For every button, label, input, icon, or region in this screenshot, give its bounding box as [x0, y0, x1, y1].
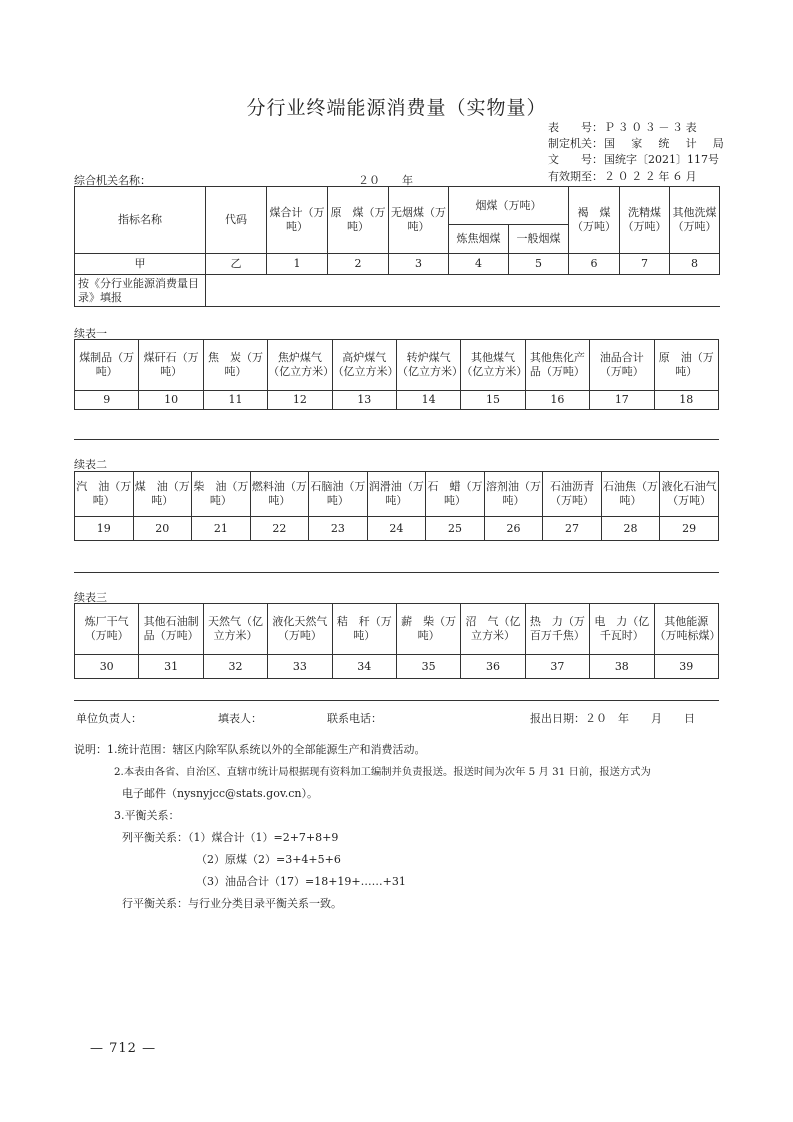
code-cell: 30	[75, 655, 139, 679]
cont3-label: 续表三	[74, 591, 107, 604]
column-header: 高炉煤气（亿立方米）	[332, 340, 396, 391]
column-header: 原 油（万吨）	[654, 340, 718, 391]
cont1-label: 续表一	[74, 327, 107, 340]
header-indicator: 指标名称	[75, 187, 206, 254]
code-cell: 14	[396, 391, 460, 410]
note-2-cont: 电子邮件（nysnyjcc@stats.gov.cn）。	[122, 787, 318, 800]
main-table	[74, 186, 720, 307]
code-cell: 39	[654, 655, 718, 679]
meta-value: Ｐ３０３－３表	[604, 121, 700, 134]
note-1: 说明：1.统计范围：辖区内除军队系统以外的全部能源生产和消费活动。	[74, 743, 426, 756]
code-cell: 28	[601, 517, 660, 541]
unit-head-label: 单位负责人：	[76, 712, 142, 725]
column-header: 煤矸石（万吨）	[139, 340, 203, 391]
column-header: 焦 炭（万吨）	[203, 340, 267, 391]
report-date-label: 报出日期：２０ 年 月 日	[530, 712, 695, 725]
page-title: 分行业终端能源消费量（实物量）	[246, 97, 547, 119]
meta-valid-until	[548, 170, 699, 184]
column-header: 电 力（亿千瓦时）	[590, 604, 654, 655]
code-cell: 17	[590, 391, 654, 410]
column-header: 柴 油（万吨）	[192, 472, 251, 517]
column-header: 其他石油制品（万吨）	[139, 604, 203, 655]
code-cell: 7	[620, 254, 670, 275]
note-2: 2.本表由各省、自治区、直辖市统计局根据现有资料加工编制并负责报送。报送时间为次年 5 月 31 日前，报送方式为	[114, 766, 651, 778]
code-cell: 15	[461, 391, 525, 410]
column-header: 油品合计（万吨）	[590, 340, 654, 391]
phone-label: 联系电话：	[327, 712, 382, 725]
fill-note-cell: 按《分行业能源消费量目录》填报	[75, 275, 206, 307]
code-cell: 20	[133, 517, 192, 541]
page-number: — 712 —	[90, 1041, 157, 1056]
code-cell: 3	[389, 254, 449, 275]
column-header: 汽 油（万吨）	[75, 472, 134, 517]
cont1-table	[74, 339, 719, 410]
year-label: ２０ 年	[358, 174, 413, 187]
code-cell: 乙	[206, 254, 267, 275]
code-cell: 27	[543, 517, 602, 541]
header-coking-coal: 炼焦烟煤	[449, 225, 509, 254]
cont2-table	[74, 471, 719, 541]
cont2-label: 续表二	[74, 458, 107, 471]
column-header: 润滑油（万吨）	[367, 472, 426, 517]
code-cell: 21	[192, 517, 251, 541]
code-cell: 8	[670, 254, 720, 275]
column-header: 石脑油（万吨）	[309, 472, 368, 517]
code-cell: 29	[660, 517, 719, 541]
code-cell: 13	[332, 391, 396, 410]
column-header: 石油焦（万吨）	[601, 472, 660, 517]
code-cell: 11	[203, 391, 267, 410]
column-header: 薪 柴（万吨）	[396, 604, 460, 655]
column-header: 天然气（亿立方米）	[203, 604, 267, 655]
meta-value: 国 家 统 计 局	[604, 137, 727, 150]
header-lignite: 褐 煤（万吨）	[569, 187, 620, 254]
divider-line	[74, 439, 719, 440]
column-header: 石 蜡（万吨）	[426, 472, 485, 517]
header-raw-coal: 原 煤（万吨）	[328, 187, 389, 254]
column-header: 燃料油（万吨）	[250, 472, 309, 517]
code-cell: 23	[309, 517, 368, 541]
header-anthracite: 无烟煤（万吨）	[389, 187, 449, 254]
code-cell: 36	[461, 655, 525, 679]
column-header: 热 力（万百万千焦）	[525, 604, 589, 655]
header-other-washed: 其他洗煤（万吨）	[670, 187, 720, 254]
note-3: 3.平衡关系：	[114, 809, 180, 822]
header-washed-coal: 洗精煤（万吨）	[620, 187, 670, 254]
code-cell: 35	[396, 655, 460, 679]
code-cell: 6	[569, 254, 620, 275]
divider-line	[74, 572, 719, 573]
meta-value: ２０２２年６月	[604, 170, 700, 183]
code-cell: 5	[509, 254, 569, 275]
header-code: 代码	[206, 187, 267, 254]
header-bituminous: 烟煤（万吨）	[449, 187, 569, 225]
code-cell: 4	[449, 254, 509, 275]
meta-label: 表 号：	[548, 121, 603, 134]
code-cell: 10	[139, 391, 203, 410]
fill-note-data-cell	[206, 275, 720, 307]
column-header: 石油沥青（万吨）	[543, 472, 602, 517]
column-header: 液化天然气（万吨）	[268, 604, 332, 655]
code-cell: 37	[525, 655, 589, 679]
column-header: 其他能源（万吨标煤）	[654, 604, 718, 655]
code-cell: 38	[590, 655, 654, 679]
column-header: 煤制品（万吨）	[75, 340, 139, 391]
column-header: 其他焦化产品（万吨）	[525, 340, 589, 391]
column-header: 转炉煤气（亿立方米）	[396, 340, 460, 391]
meta-authority	[548, 137, 726, 151]
meta-value: 国统字〔2021〕117号	[604, 153, 719, 166]
code-cell: 26	[484, 517, 543, 541]
code-cell: 2	[328, 254, 389, 275]
meta-doc-number	[548, 153, 719, 167]
column-header: 炼厂干气（万吨）	[75, 604, 139, 655]
column-header: 沼 气（亿立方米）	[461, 604, 525, 655]
column-header: 秸 秆（万吨）	[332, 604, 396, 655]
note-column-balance: 列平衡关系：（1）煤合计（1）=2+7+8+9	[122, 831, 339, 844]
note-row-balance: 行平衡关系：与行业分类目录平衡关系一致。	[122, 897, 342, 910]
column-header: 其他煤气（亿立方米）	[461, 340, 525, 391]
code-cell: 12	[268, 391, 332, 410]
note-column-balance-3: （3）油品合计（17）=18+19+……+31	[196, 875, 406, 888]
meta-label: 文 号：	[548, 153, 603, 166]
code-cell: 甲	[75, 254, 206, 275]
note-column-balance-2: （2）原煤（2）=3+4+5+6	[196, 853, 341, 866]
column-header: 焦炉煤气（亿立方米）	[268, 340, 332, 391]
code-cell: 9	[75, 391, 139, 410]
code-cell: 25	[426, 517, 485, 541]
header-general-coal: 一般烟煤	[509, 225, 569, 254]
code-cell: 19	[75, 517, 134, 541]
code-cell: 32	[203, 655, 267, 679]
code-cell: 22	[250, 517, 309, 541]
meta-label: 制定机关：	[548, 137, 603, 150]
column-header: 煤 油（万吨）	[133, 472, 192, 517]
code-cell: 1	[267, 254, 328, 275]
code-cell: 16	[525, 391, 589, 410]
code-cell: 18	[654, 391, 718, 410]
code-cell: 24	[367, 517, 426, 541]
divider-line	[74, 700, 719, 701]
cont3-table	[74, 603, 719, 679]
code-cell: 31	[139, 655, 203, 679]
org-name-label: 综合机关名称：	[74, 174, 151, 187]
meta-table-number	[548, 121, 699, 135]
filler-label: 填表人：	[218, 712, 262, 725]
column-header: 溶剂油（万吨）	[484, 472, 543, 517]
meta-label: 有效期至：	[548, 170, 603, 183]
header-coal-total: 煤合计（万吨）	[267, 187, 328, 254]
column-header: 液化石油气（万吨）	[660, 472, 719, 517]
code-cell: 34	[332, 655, 396, 679]
code-cell: 33	[268, 655, 332, 679]
